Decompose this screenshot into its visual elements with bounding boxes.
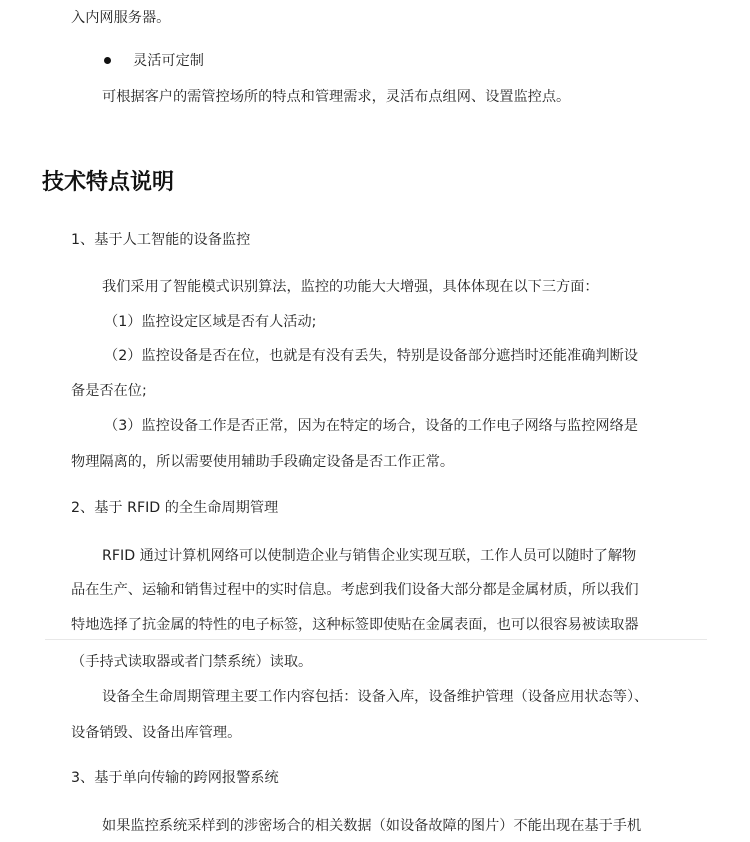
- text-line: 设备全生命周期管理主要工作内容包括：设备入库，设备维护管理（设备应用状态等）、: [102, 689, 649, 705]
- subsection-title: 1、基于人工智能的设备监控: [71, 232, 251, 248]
- list-item: （1）监控设定区域是否有人活动;: [104, 314, 317, 330]
- subsection-title: 3、基于单向传输的跨网报警系统: [71, 770, 279, 786]
- text-line: 备是否在位;: [71, 383, 147, 399]
- section-heading: 技术特点说明: [42, 170, 175, 195]
- text-line: 我们采用了智能模式识别算法，监控的功能大大增强，具体体现在以下三方面：: [102, 279, 599, 295]
- text-line: 特地选择了抗金属的特性的电子标签，这种标签即使贴在金属表面，也可以很容易被读取器: [71, 617, 639, 633]
- subsection-title: 2、基于 RFID 的全生命周期管理: [71, 500, 279, 516]
- list-item: （3）监控设备工作是否正常，因为在特定的场合，设备的工作电子网络与监控网络是: [104, 418, 638, 434]
- text-line: 设备销毁、设备出库管理。: [71, 725, 242, 741]
- text-line: RFID 通过计算机网络可以使制造企业与销售企业实现互联，工作人员可以随时了解物: [102, 548, 637, 564]
- page-divider: [45, 639, 707, 640]
- list-item: （2）监控设备是否在位，也就是有没有丢失，特别是设备部分遮挡时还能准确判断设: [104, 348, 638, 364]
- text-line: 物理隔离的，所以需要使用辅助手段确定设备是否工作正常。: [71, 454, 455, 470]
- text-line: 可根据客户的需管控场所的特点和管理需求，灵活布点组网、设置监控点。: [102, 89, 571, 105]
- text-line: 如果监控系统采样到的涉密场合的相关数据（如设备故障的图片）不能出现在基于手机: [102, 818, 642, 834]
- text-line: 品在生产、运输和销售过程中的实时信息。考虑到我们设备大部分都是金属材质，所以我们: [71, 582, 639, 598]
- bullet-icon: [104, 57, 111, 64]
- text-line: （手持式读取器或者门禁系统）读取。: [71, 654, 313, 670]
- text-line: 入内网服务器。: [71, 10, 171, 26]
- bullet-item-text: 灵活可定制: [133, 53, 204, 69]
